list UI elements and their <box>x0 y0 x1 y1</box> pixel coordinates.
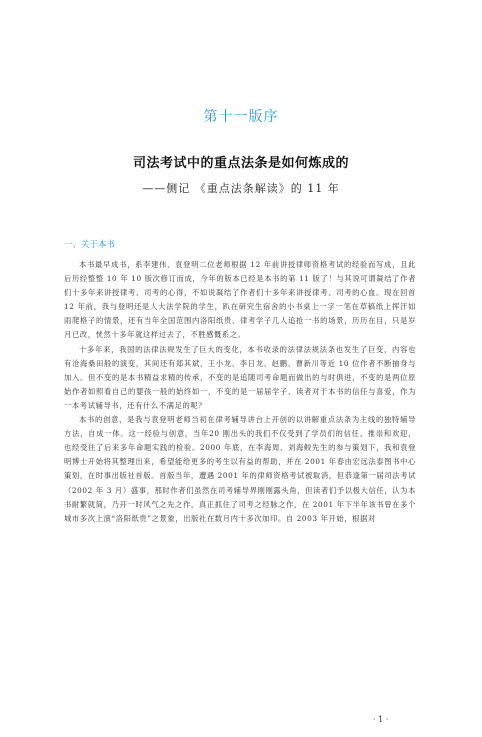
section-heading: 一、关于本书 <box>64 240 116 250</box>
paragraph-3: 本书的创意，是我与袁登明老师当初在律考辅导讲台上开创的以讲解重点法条为主线的独特辅导方法，自成一体。这一经验与创意，当年20 刚出头的我们不仅受到了学员们的信任、推崇和欢迎，也经受住了后来多年命题实践的检验。2000 年底，在李海周、刘海鲛先生的参与策划下，我和袁登明博士开始将其整理出来，希望能给更多的考生以有益的帮助，并在 2001 年春由宏远法泰图书中心策划，在时事出版社首版。首版当年，遭遇 2001 年的律师资格考试被取消，但恭逢第一届司法考试（2002 年 3 月）盛事，那时作者们虽然在司考辅导界刚刚露头角，但读者们予以极大信任，认为本书耐繁就简，乃开一时风气之先之作，真正抓住了司考之经脉之作，在 2001 年下半年该书曾在多个城市多次上演“洛阳纸贵”之景象，出版社在数月内十多次加印。自 2003 年开始，根据对 <box>64 415 416 523</box>
paragraph-2: 十多年来，我国的法律法规发生了巨大的变化，本书收录的法律法规法条也发生了巨变，内容也有沧海桑田般的演变，其间还有郑其斌、王小龙、李日龙、赵鹏、曹新川等近 10 位作者不断抽身与加入。但不变的是本书精益求精的传承，不变的是追随司考命题而做出的与时俱进，不变的是两位原始作者如照看自己的婴孩一般的始终如一，不变的是一届届学子、读者对于本书的信任与喜爱，作为一本考试辅导书，还有什么不满足的呢？ <box>64 344 416 410</box>
body-text <box>64 258 416 526</box>
page-number: · 1 · <box>373 715 389 724</box>
main-title: 司法考试中的重点法条是如何炼成的 <box>132 156 349 171</box>
subtitle: ——侧记 《重点法条解读》的 11 年 <box>142 182 340 195</box>
paragraph-1: 本书最早成书，系李建伟、袁登明二位老师根据 12 年前讲授律师资格考试的经验而写成，且此后历经整整 10 年 10 版次修订而成，今年的版本已经是本书的第 11 版了！与其说可谓凝结了作者们十多年来讲授律考、司考的心得，不如说凝结了作者们十多年来讲授律考、司考的心血。现在回首 12 年前，我与登明还是人大法学院的学生，趴在研究生宿舍的小书桌上一字一笔在草稿纸上挥汗如雨爬格子的情景，还有当年全国范围内洛阳纸贵、律考学子几人追抢一书的场景，历历在目，只是岁月已改，恍然十多年就这样过去了，不胜感慨系之。 <box>64 260 416 340</box>
edition-label: 第十一版序 <box>203 109 279 125</box>
